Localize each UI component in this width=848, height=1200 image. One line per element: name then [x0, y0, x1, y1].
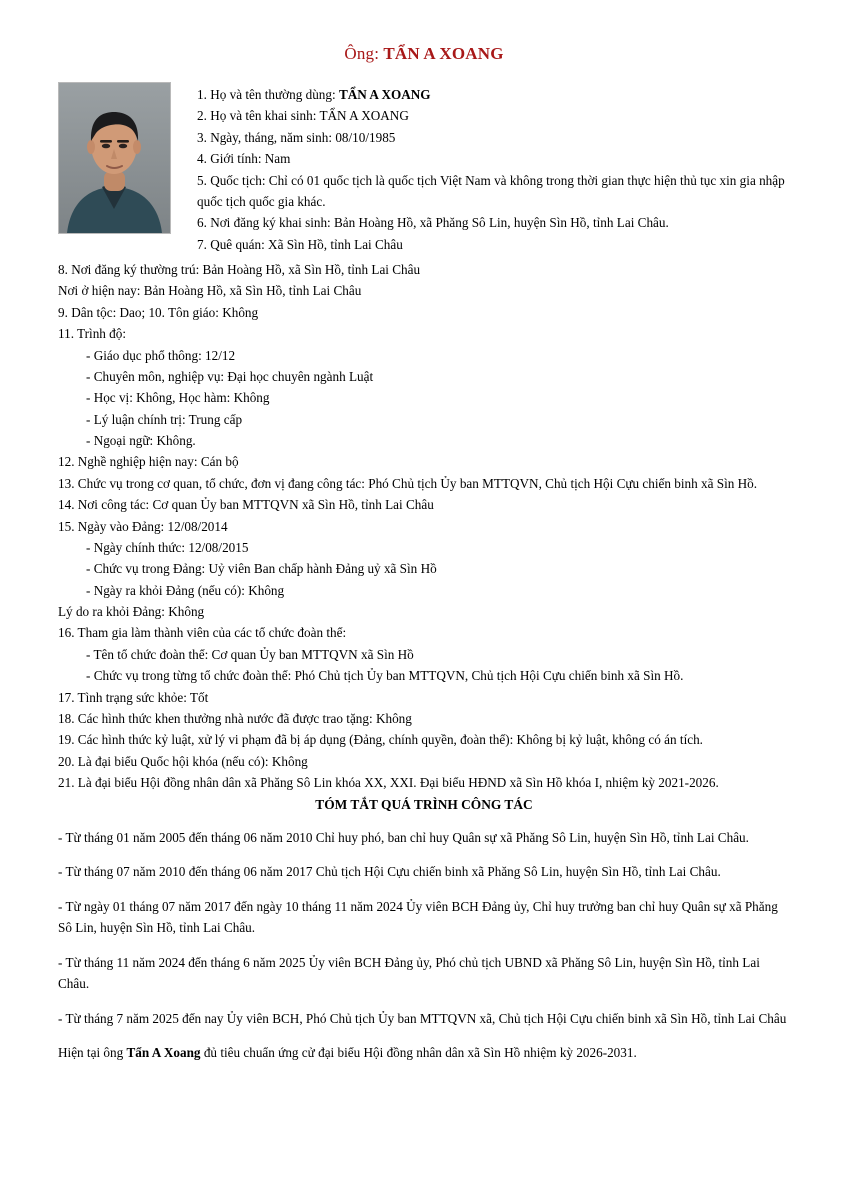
top-item-4: 4. Giới tính: Nam [197, 151, 291, 167]
summary-line-3: - Từ ngày 01 tháng 07 năm 2017 đến ngày 10 tháng 11 năm 2024 Ủy viên BCH Đảng ủy, Chỉ huy trưởng ban chỉ huy Quân sự xã Phăng Sô Lin, huyện Sìn Hồ, tỉnh Lai Châu. [58, 898, 778, 936]
body-line-official-date: - Ngày chính thức: 12/08/2015 [86, 539, 249, 555]
body-line-17: 17. Tình trạng sức khỏe: Tốt [58, 689, 209, 705]
body-line-politics: - Lý luận chính trị: Trung cấp [86, 411, 243, 427]
body-line-8: 8. Nơi đăng ký thường trú: Bản Hoàng Hồ, xã Sìn Hồ, tỉnh Lai Châu [58, 262, 421, 277]
page-title-name: TẨN A XOANG [383, 44, 504, 63]
page-title [58, 44, 790, 64]
body-line-19: 19. Các hình thức kỷ luật, xử lý vi phạm đã bị áp dụng (Đảng, chính quyền, đoàn thể): Không bị kỷ luật, không có án tích. [58, 732, 703, 748]
body-line-org-position: - Chức vụ trong từng tổ chức đoàn thể: Phó Chủ tịch Ủy ban MTTQVN, Chủ tịch Hội Cựu chiến binh xã Sìn Hồ. [86, 668, 684, 684]
top-item-5: 5. Quốc tịch: Chỉ có 01 quốc tịch là quốc tịch Việt Nam và không trong thời gian thực hiện thủ tục xin gia nhập quốc tịch quốc gia khác. [197, 172, 785, 209]
closing-before: Hiện tại ông [58, 1045, 127, 1061]
top-item-6: 6. Nơi đăng ký khai sinh: Bản Hoàng Hồ, xã Phăng Sô Lin, huyện Sìn Hồ, tỉnh Lai Châu. [197, 215, 669, 231]
portrait-photo [58, 82, 171, 234]
body-line-12: 12. Nghề nghiệp hiện nay: Cán bộ [58, 454, 239, 470]
top-item-3: 3. Ngày, tháng, năm sinh: 08/10/1985 [197, 129, 396, 145]
closing-name: Tẩn A Xoang [126, 1045, 201, 1061]
top-item-2: 2. Họ và tên khai sinh: TẨN A XOANG [197, 108, 409, 124]
body-block [58, 259, 790, 793]
summary-line-5: - Từ tháng 7 năm 2025 đến nay Ủy viên BCH, Phó Chủ tịch Ủy ban MTTQVN xã, Chủ tịch Hội Cựu chiến binh xã Sìn Hồ, tỉnh Lai Châu [58, 1010, 787, 1026]
body-line-language: - Ngoại ngữ: Không. [86, 433, 196, 448]
summary-line-4: - Từ tháng 11 năm 2024 đến tháng 6 năm 2025 Ủy viên BCH Đảng ủy, Phó chủ tịch UBND xã Phăng Sô Lin, huyện Sìn Hồ, tỉnh Lai Châu. [58, 954, 760, 991]
body-line-13: 13. Chức vụ trong cơ quan, tổ chức, đơn vị đang công tác: Phó Chủ tịch Ủy ban MTTQVN, Chủ tịch Hội Cựu chiến binh xã Sìn Hồ. [58, 475, 758, 491]
body-line-party-exit-reason: Lý do ra khỏi Đảng: Không [58, 604, 205, 619]
body-line-9-10: 9. Dân tộc: Dao; 10. Tôn giáo: Không [58, 304, 259, 320]
body-line-11: 11. Trình độ: [58, 326, 127, 342]
body-line-party-exit-date: - Ngày ra khỏi Đảng (nếu có): Không [86, 582, 285, 598]
body-line-current-address: Nơi ở hiện nay: Bản Hoàng Hồ, xã Sìn Hồ, tỉnh Lai Châu [58, 283, 362, 299]
summary-line-2: - Từ tháng 07 năm 2010 đến tháng 06 năm 2017 Chủ tịch Hội Cựu chiến binh xã Phăng Sô Lin, huyện Sìn Hồ, tỉnh Lai Châu. [58, 864, 721, 880]
body-line-degree: - Học vị: Không, Học hàm: Không [86, 390, 270, 406]
body-line-specialty: - Chuyên môn, nghiệp vụ: Đại học chuyên ngành Luật [86, 368, 374, 384]
body-line-20: 20. Là đại biểu Quốc hội khóa (nếu có): Không [58, 753, 308, 769]
body-line-15: 15. Ngày vào Đảng: 12/08/2014 [58, 518, 228, 534]
page-title-prefix: Ông: [344, 44, 380, 63]
closing-line [58, 1042, 790, 1063]
body-line-party-position: - Chức vụ trong Đảng: Uỷ viên Ban chấp hành Đảng uỷ xã Sìn Hồ [86, 561, 437, 577]
header-block [58, 82, 790, 255]
top-item-1 [189, 84, 790, 105]
body-line-org-name: - Tên tổ chức đoàn thể: Cơ quan Ủy ban MTTQVN xã Sìn Hồ [86, 646, 414, 662]
top-item-1-name: TẨN A XOANG [338, 87, 431, 102]
closing-after: đủ tiêu chuẩn ứng cử đại biểu Hội đồng nhân dân xã Sìn Hồ nhiệm kỳ 2026-2031. [200, 1045, 637, 1061]
body-line-14: 14. Nơi công tác: Cơ quan Ủy ban MTTQVN xã Sìn Hồ, tỉnh Lai Châu [58, 497, 434, 513]
body-line-16: 16. Tham gia làm thành viên của các tổ chức đoàn thể: [58, 625, 347, 641]
body-line-18: 18. Các hình thức khen thưởng nhà nước đã được trao tặng: Không [58, 710, 412, 726]
summary-line-1: - Từ tháng 01 năm 2005 đến tháng 06 năm 2010 Chỉ huy phó, ban chỉ huy Quân sự xã Phăng Sô Lin, huyện Sìn Hồ, tỉnh Lai Châu. [58, 829, 749, 845]
summary-heading: TÓM TẮT QUÁ TRÌNH CÔNG TÁC [315, 797, 533, 813]
body-line-education: - Giáo dục phổ thông: 12/12 [86, 347, 236, 363]
summary-block [58, 827, 790, 1064]
body-line-21: 21. Là đại biểu Hội đồng nhân dân xã Phăng Sô Lin khóa XX, XXI. Đại biểu HĐND xã Sìn Hồ khóa I, nhiệm kỳ 2021-2026. [58, 775, 719, 790]
top-numbered-list [189, 82, 790, 255]
top-item-1-text: 1. Họ và tên thường dùng: [197, 87, 339, 102]
top-item-7: 7. Quê quán: Xã Sìn Hồ, tỉnh Lai Châu [197, 236, 403, 252]
